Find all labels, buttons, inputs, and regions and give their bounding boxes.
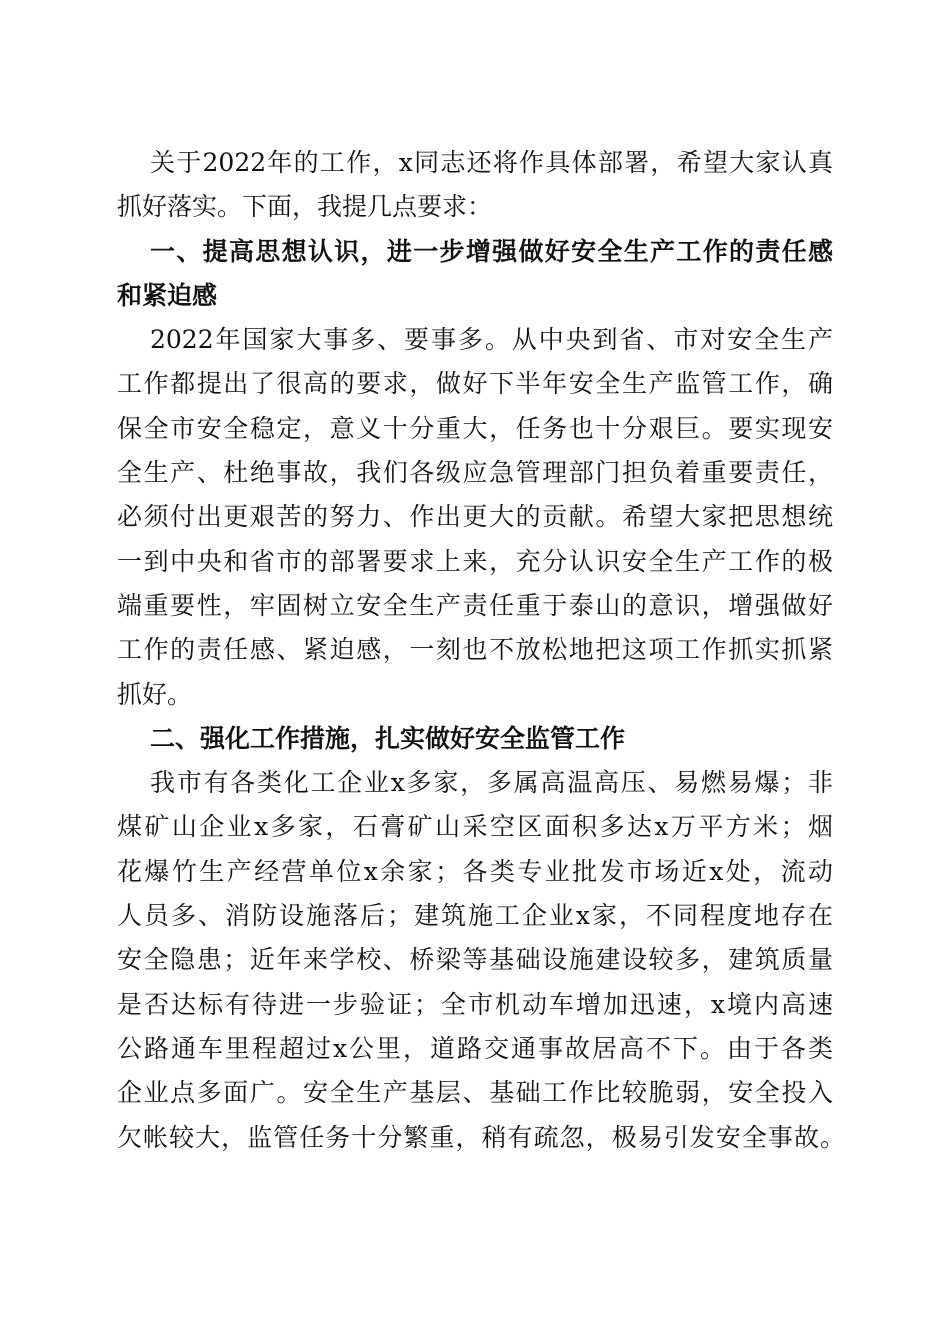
text-line: 工作的责任感、紧迫感，一刻也不放松地把这项工作抓实抓紧 bbox=[117, 635, 833, 665]
section-heading bbox=[117, 717, 833, 761]
text-line: 二、强化工作措施，扎实做好安全监管工作 bbox=[150, 723, 626, 753]
text-line: 和紧迫感 bbox=[117, 280, 218, 310]
text-line: 企业点多面广。安全生产基层、基础工作比较脆弱，安全投入 bbox=[117, 1078, 833, 1108]
text-line: 一到中央和省市的部署要求上来，充分认识安全生产工作的极 bbox=[117, 546, 833, 576]
text-line: 端重要性，牢固树立安全生产责任重于泰山的意识，增强做好 bbox=[117, 590, 833, 620]
text-line: 安全隐患；近年来学校、桥梁等基础设施建设较多，建筑质量 bbox=[117, 945, 833, 975]
text-line: 抓好落实。下面，我提几点要求： bbox=[117, 192, 493, 222]
text-line: 人员多、消防设施落后；建筑施工企业x家，不同程度地存在 bbox=[117, 901, 833, 931]
text-line: 欠帐较大，监管任务十分繁重，稍有疏忽，极易引发安全事故。 bbox=[117, 1122, 845, 1152]
text-line: 必须付出更艰苦的努力、作出更大的贡献。希望大家把思想统 bbox=[117, 502, 833, 532]
text-line: 是否达标有待进一步验证；全市机动车增加迅速，x境内高速 bbox=[117, 989, 833, 1019]
text-line: 工作都提出了很高的要求，做好下半年安全生产监管工作，确 bbox=[117, 369, 833, 399]
text-line: 全生产、杜绝事故，我们各级应急管理部门担负着重要责任， bbox=[117, 458, 833, 488]
text-line: 公路通车里程超过x公里，道路交通事故居高不下。由于各类 bbox=[117, 1033, 833, 1063]
text-line: 保全市安全稳定，意义十分重大，任务也十分艰巨。要实现安 bbox=[117, 413, 833, 443]
text-line: 关于2022年的工作，x同志还将作具体部署，希望大家认真 bbox=[150, 148, 833, 177]
paragraph bbox=[117, 318, 833, 717]
paragraph bbox=[117, 141, 833, 230]
text-line: 我市有各类化工企业x多家，多属高温高压、易燃易爆；非 bbox=[150, 768, 833, 798]
paragraph bbox=[117, 761, 845, 1160]
text-line: 花爆竹生产经营单位x余家；各类专业批发市场近x处，流动 bbox=[117, 856, 833, 886]
text-line: 抓好。 bbox=[117, 679, 193, 709]
text-line: 2022年国家大事多、要事多。从中央到省、市对安全生产 bbox=[150, 325, 833, 355]
text-line: 一、提高思想认识，进一步增强做好安全生产工作的责任感 bbox=[150, 236, 833, 266]
section-heading bbox=[117, 230, 833, 319]
text-line: 煤矿山企业x多家，石膏矿山采空区面积多达x万平方米；烟 bbox=[117, 812, 833, 842]
document-body bbox=[117, 141, 845, 1160]
